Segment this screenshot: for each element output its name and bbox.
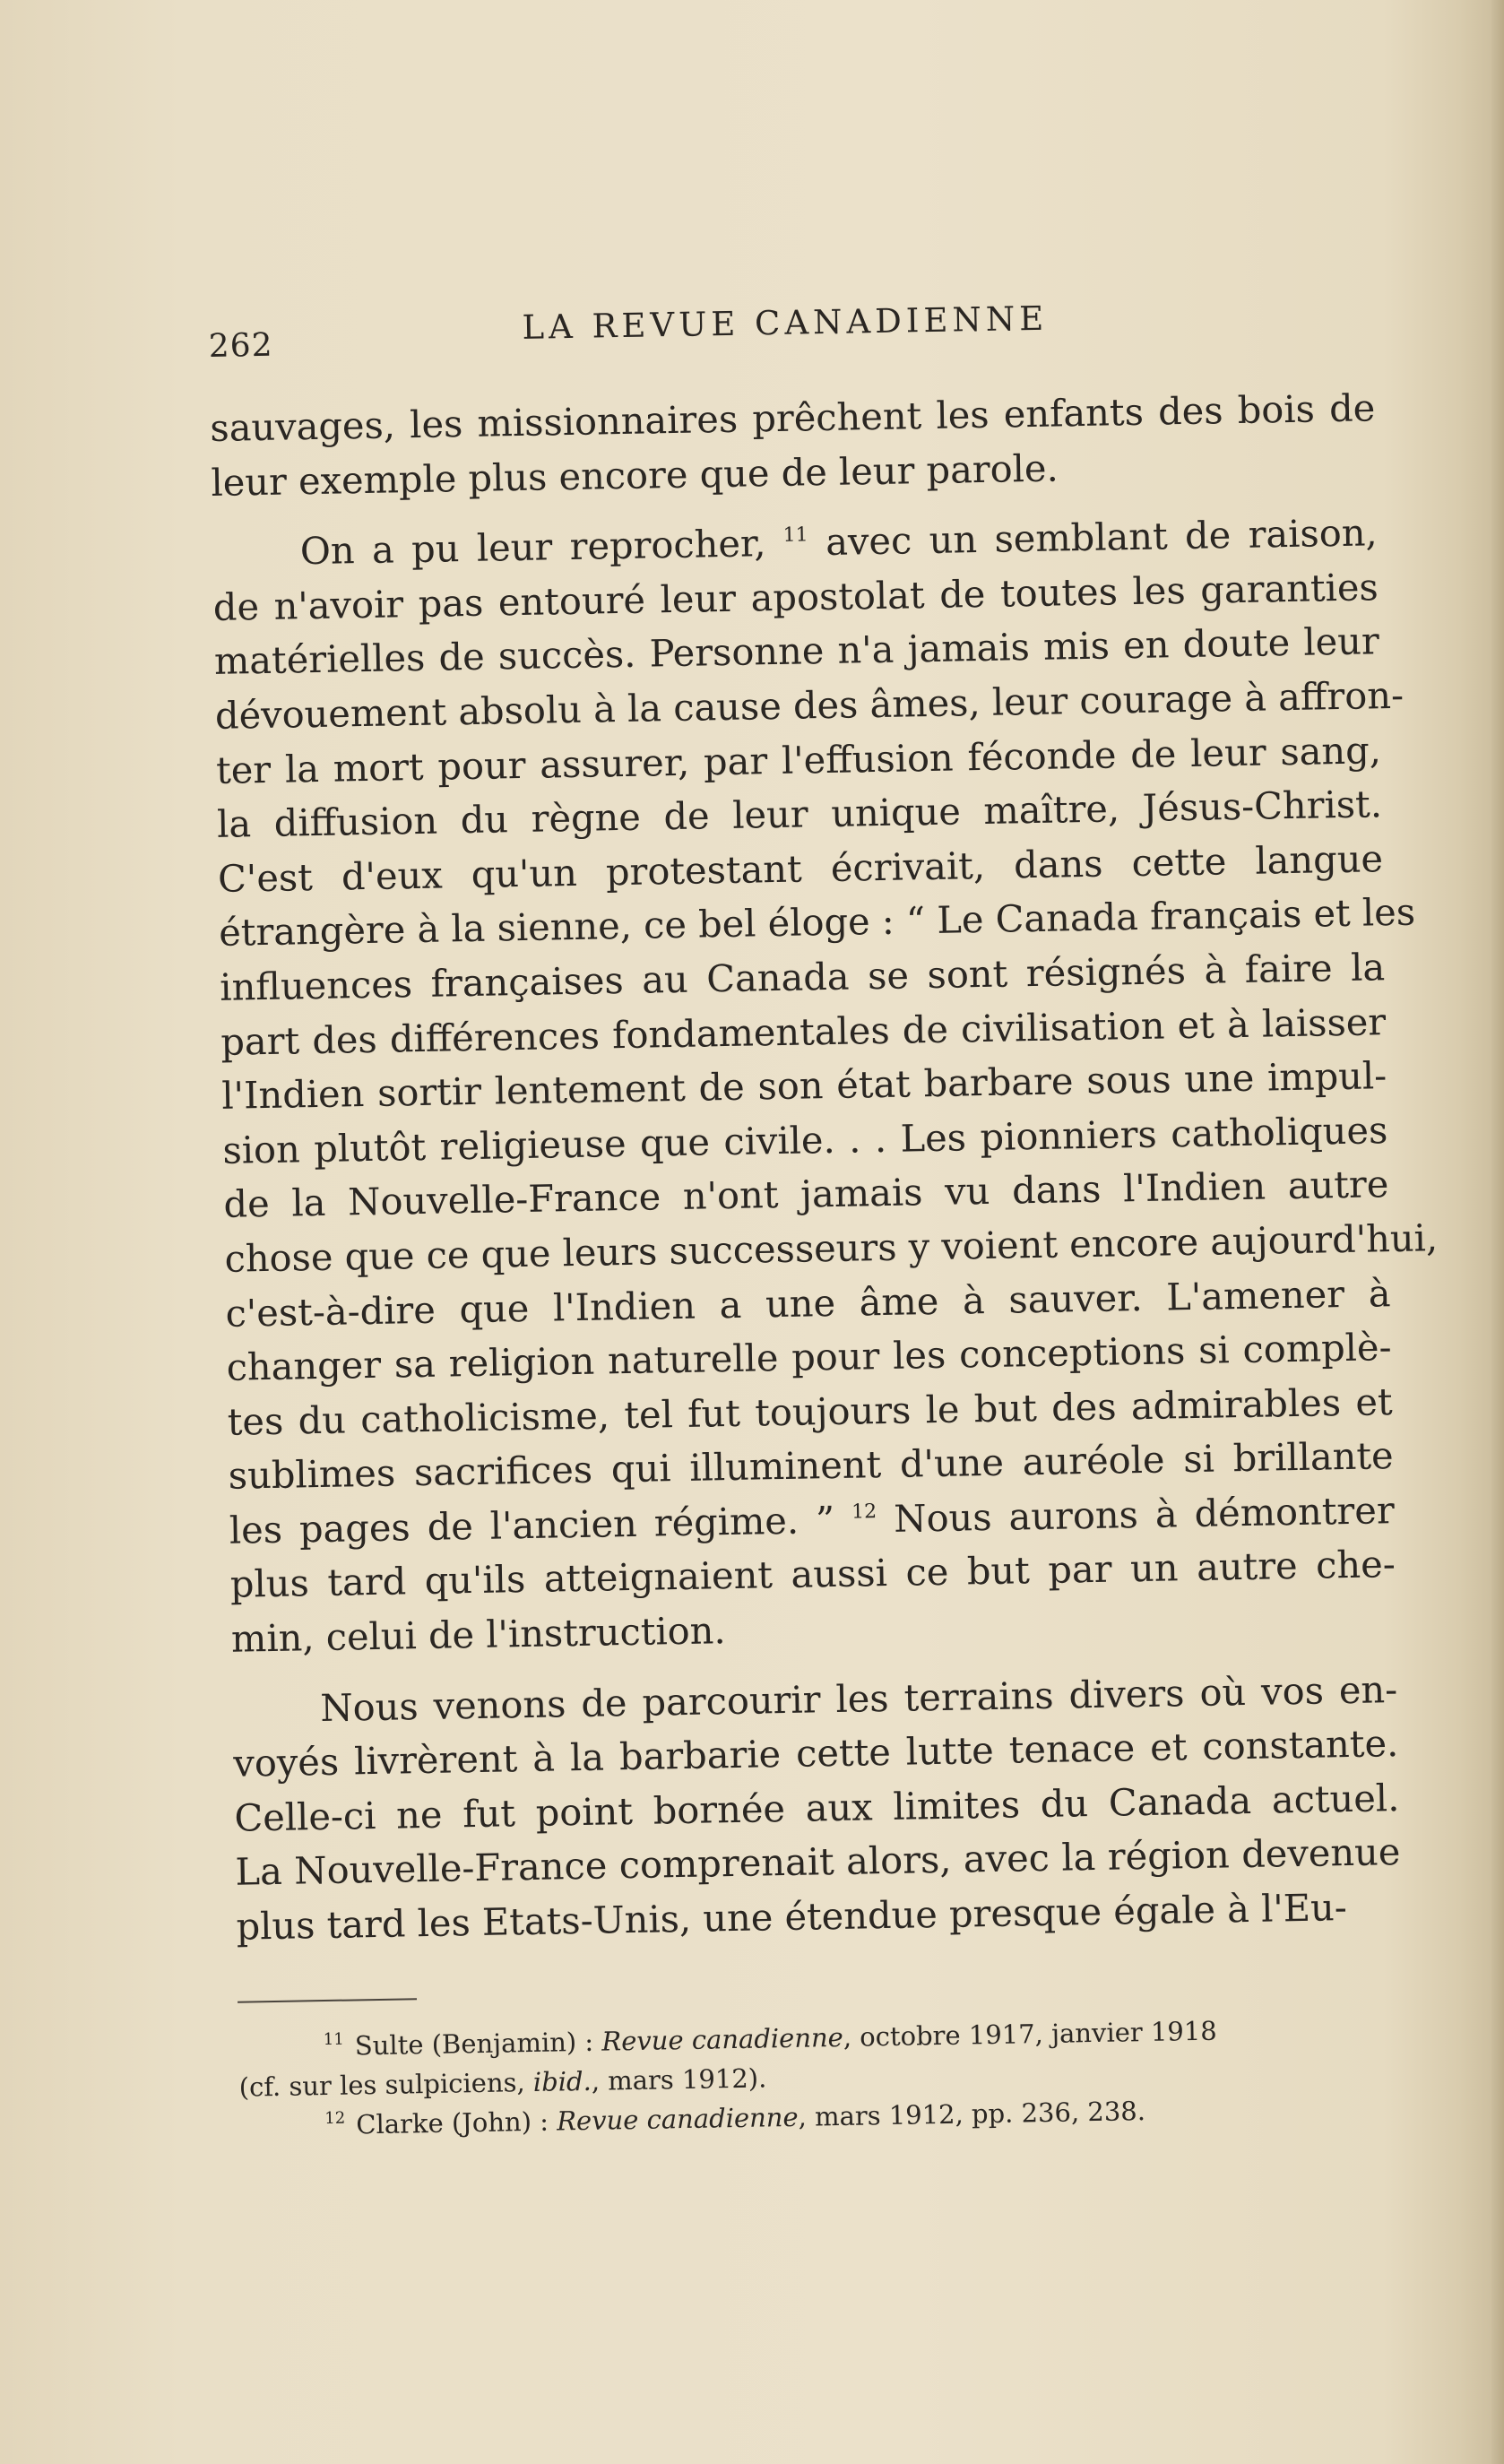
text-line: tes du catholicisme, tel fut toujours le but des admirables et — [227, 1379, 1393, 1444]
text-block — [208, 284, 1439, 2146]
text-line: de la Nouvelle-France n'ont jamais vu dans l'Indien autre — [223, 1162, 1389, 1227]
text-line: Celle-ci ne fut point bornée aux limites du Canada actuel. — [234, 1775, 1400, 1840]
page-number: 262 — [208, 326, 273, 365]
text-line: plus tard les Etats-Unis, une étendue presque égale à l'Eu- — [236, 1885, 1348, 1949]
footnote-rule — [238, 1998, 417, 2002]
text-line: La Nouvelle-France comprenait alors, avec la région devenue — [235, 1829, 1401, 1895]
text-line: chose que ce que leurs successeurs y voient encore aujourd'hui, — [224, 1215, 1439, 1281]
text-line: les pages de l'ancien régime. ” $^{12}$ Nous aurons à démontrer — [229, 1487, 1396, 1552]
text-line: sublimes sacrifices qui illuminent d'une auréole si brillante — [228, 1433, 1395, 1499]
text-line: voyés livrèrent à la barbarie cette lutte tenace et constante. — [232, 1721, 1399, 1785]
text-line: min, celui de l'instruction. — [230, 1608, 726, 1661]
text-line: plus tard qu'ils atteignaient aussi ce but par un autre che- — [229, 1542, 1396, 1607]
italic-title: ibid. — [532, 2065, 592, 2097]
text-line: sauvages, les missionnaires prêchent les enfants des bois de — [209, 385, 1376, 450]
footnote-number: 12 — [324, 2108, 346, 2128]
text-line: ter la mort pour assurer, par l'effusion féconde de leur sang, — [215, 727, 1382, 792]
paragraph — [210, 381, 1377, 510]
text-line: influences françaises au Canada se sont résignés à faire la — [219, 945, 1386, 1009]
footnote-ref: 12 — [851, 1500, 877, 1524]
text-line: leur exemple plus encore que de leur parole. — [211, 445, 1059, 505]
italic-title: Revue canadienne — [556, 2101, 799, 2137]
text-line: changer sa religion naturelle pour les conceptions si complè- — [226, 1325, 1392, 1389]
text-line: étrangère à la sienne, ce bel éloge : “ Le Canada français et les — [218, 889, 1416, 955]
text-line: Nous venons de parcourir les terrains divers où vos en- — [319, 1666, 1398, 1730]
footnotes — [238, 1981, 1405, 2147]
body-text — [209, 381, 1439, 1954]
text-line: dévouement absolu à la cause des âmes, leur courage à affron- — [214, 672, 1405, 738]
footnote-line: $^{12}$ Clarke (John) : Revue canadienne, mars 1912, pp. 236, 238. — [324, 2095, 1146, 2140]
paragraph — [232, 1663, 1402, 1955]
text-line: On a pu leur reprocher, $^{11}$ avec un semblant de raison, — [299, 510, 1379, 574]
footnote-line: $^{11}$ Sulte (Benjamin) : Revue canadienne, octobre 1917, janvier 1918 — [323, 2015, 1217, 2062]
text-line: la diffusion du règne de leur unique maître, Jésus-Christ. — [216, 782, 1383, 847]
text-line: l'Indien sortir lentement de son état barbare sous une impul- — [220, 1053, 1387, 1118]
italic-title: Revue canadienne — [601, 2021, 844, 2057]
text-line: part des différences fondamentales de civilisation et à laisser — [220, 999, 1387, 1064]
running-head — [208, 284, 1374, 367]
text-line: c'est-à-dire que l'Indien a une âme à sauver. L'amener à — [225, 1270, 1391, 1336]
paragraph — [212, 506, 1439, 1666]
footnote-line: (cf. sur les sulpiciens, ibid., mars 1912). — [238, 2062, 767, 2103]
text-line: C'est d'eux qu'un protestant écrivait, dans cette langue — [217, 835, 1384, 901]
footnote-ref: 11 — [782, 523, 808, 548]
footnote-list — [238, 2008, 1405, 2147]
text-line: de n'avoir pas entouré leur apostolat de toutes les garanties — [212, 565, 1379, 629]
text-line: sion plutôt religieuse que civile. . . Les pionniers catholiques — [222, 1107, 1388, 1172]
footnote-number: 11 — [323, 2029, 344, 2049]
running-title: LA REVUE CANADIENNE — [522, 298, 1049, 347]
text-line: matérielles de succès. Personne n'a jamais mis en doute leur — [213, 618, 1380, 684]
page-edge — [1491, 0, 1504, 2464]
